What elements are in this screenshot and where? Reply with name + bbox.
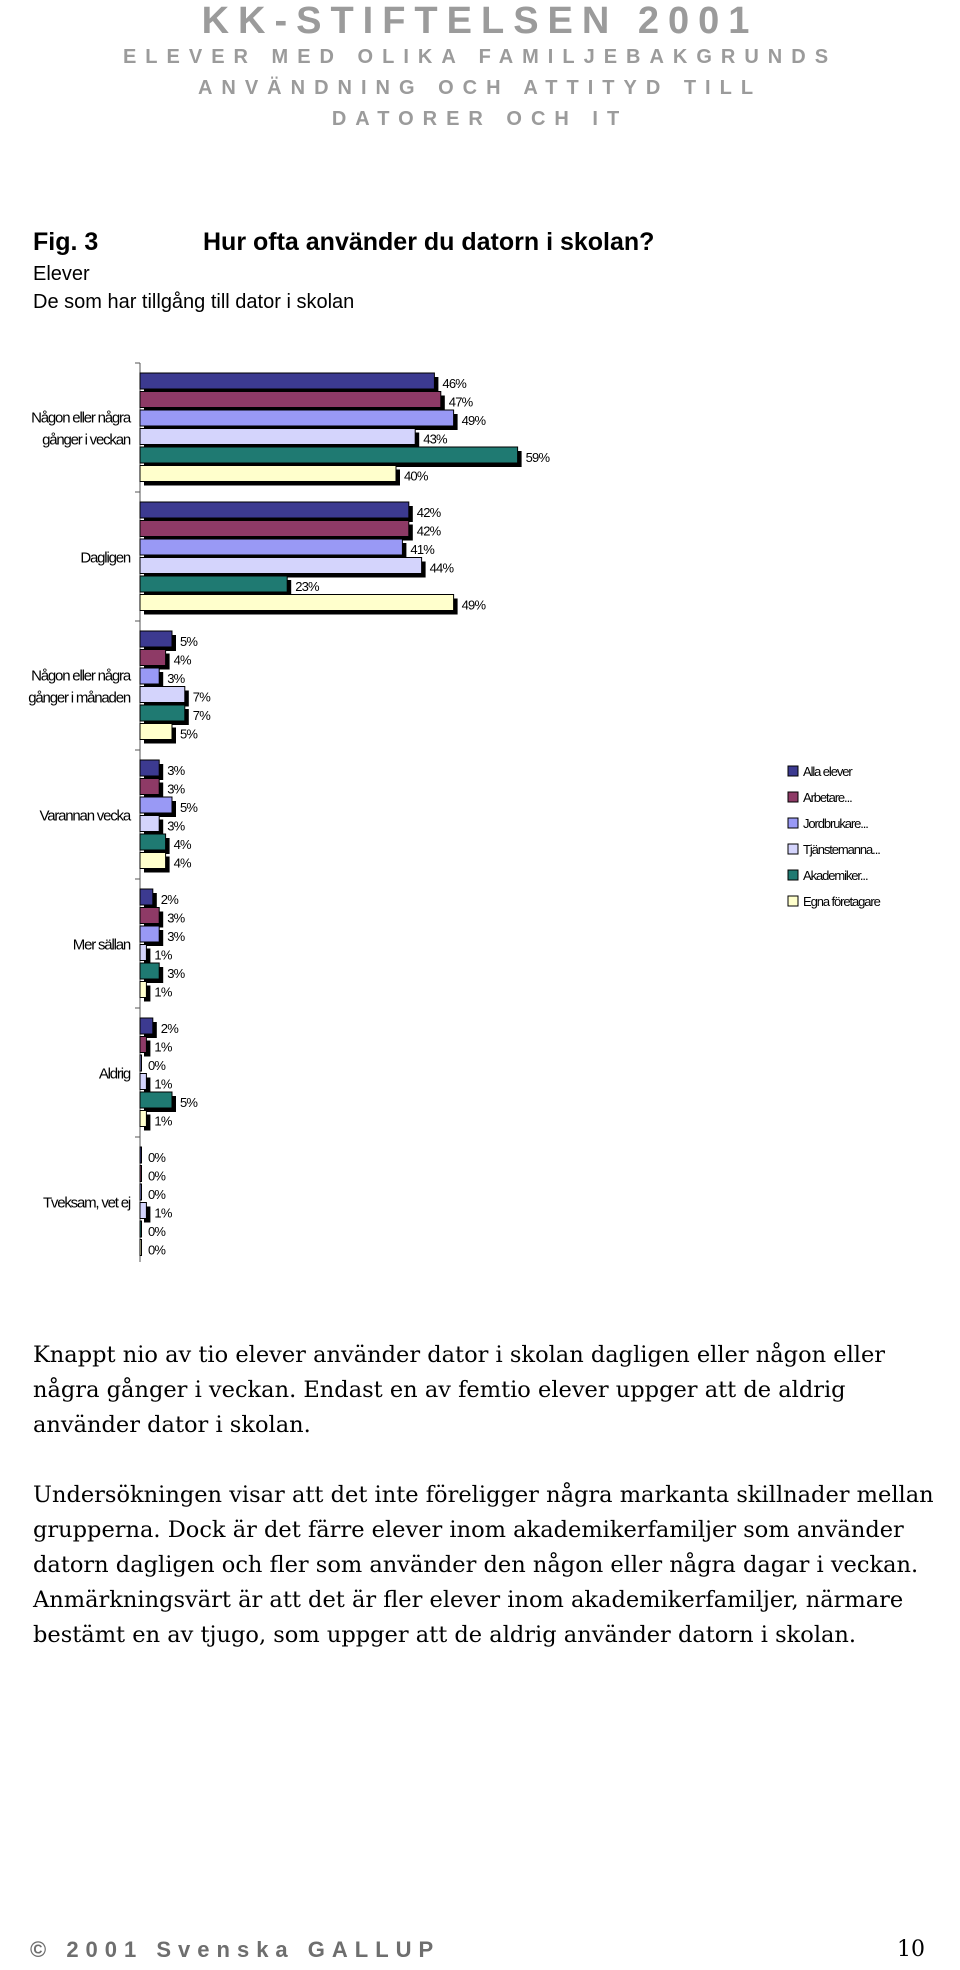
bar-rect bbox=[140, 429, 415, 445]
bar-rect bbox=[140, 834, 166, 850]
data-label: 5% bbox=[180, 1095, 198, 1110]
legend-label: Akademiker... bbox=[803, 868, 868, 883]
data-label: 49% bbox=[461, 413, 486, 428]
bar-rect bbox=[140, 447, 518, 463]
data-label: 0% bbox=[148, 1224, 166, 1239]
data-label: 1% bbox=[154, 1076, 172, 1092]
bar-rect bbox=[140, 1111, 146, 1127]
bar-rect bbox=[140, 1055, 142, 1071]
body-paragraph-2: Undersökningen visar att det inte föreligger några markanta skillnader mellan grupperna. Dock är det färre elever inom akademikerfamiljer som använder datorn dagligen och fler som använder den någon eller några dagar i veckan. Anmärkningsvärt är att det är fler elever inom akademikerfamiljer, närmare bestämt en av tjugo, som uppger att de aldrig använder datorn i skolan. bbox=[33, 1482, 934, 1648]
bar-rect bbox=[140, 1203, 146, 1219]
bar-rect bbox=[140, 410, 454, 426]
bar bbox=[140, 650, 170, 670]
legend-swatch bbox=[788, 896, 798, 906]
bar-rect bbox=[140, 1184, 142, 1200]
report-header-title: KK-STIFTELSEN 2001 bbox=[201, 0, 759, 42]
bar-rect bbox=[140, 889, 153, 905]
legend-swatch bbox=[788, 870, 798, 880]
data-label: 1% bbox=[154, 1039, 172, 1055]
bar bbox=[140, 1147, 142, 1163]
category-label: Någon eller några gånger i veckan bbox=[31, 409, 130, 449]
data-label: 0% bbox=[148, 1168, 166, 1184]
bar-rect bbox=[140, 502, 409, 518]
report-header-subtitle-2: ANVÄNDNING OCH ATTITYD TILL bbox=[197, 77, 763, 99]
bar-rect bbox=[140, 687, 185, 703]
data-label: 5% bbox=[180, 634, 198, 649]
data-label: 42% bbox=[416, 505, 441, 520]
data-label: 49% bbox=[461, 597, 486, 613]
bar-rect bbox=[140, 779, 159, 795]
bar-rect bbox=[140, 576, 287, 592]
bar bbox=[140, 963, 163, 983]
bar-rect bbox=[140, 631, 172, 647]
data-label: 5% bbox=[180, 726, 198, 742]
bar-rect bbox=[140, 1221, 142, 1237]
data-label: 4% bbox=[173, 855, 191, 871]
data-label: 44% bbox=[429, 560, 454, 576]
data-label: 5% bbox=[180, 800, 198, 815]
bar bbox=[140, 889, 157, 909]
data-label: 4% bbox=[173, 837, 191, 852]
bar-rect bbox=[140, 650, 166, 666]
bar-rect bbox=[140, 1147, 142, 1163]
bar bbox=[140, 392, 445, 412]
bar bbox=[140, 668, 163, 688]
bar bbox=[140, 908, 163, 928]
data-label: 0% bbox=[148, 1058, 166, 1073]
data-label: 2% bbox=[160, 892, 179, 907]
data-label: 3% bbox=[167, 966, 185, 981]
legend-swatch bbox=[788, 792, 798, 802]
data-label: 3% bbox=[167, 671, 185, 686]
bar bbox=[140, 410, 458, 430]
bar-rect bbox=[140, 1037, 146, 1053]
bar bbox=[140, 429, 419, 449]
bar bbox=[140, 779, 163, 799]
chart-legend bbox=[788, 764, 881, 909]
bar-rect bbox=[140, 558, 422, 574]
bar bbox=[140, 631, 176, 651]
bar-rect bbox=[140, 1074, 146, 1090]
data-label: 7% bbox=[192, 708, 211, 723]
category-label: Varannan vecka bbox=[39, 807, 130, 825]
bar bbox=[140, 724, 176, 744]
bar-rect bbox=[140, 963, 159, 979]
data-label: 2% bbox=[160, 1021, 179, 1036]
bar bbox=[140, 1037, 150, 1057]
bar bbox=[140, 521, 413, 541]
bar-rect bbox=[140, 926, 159, 942]
bar bbox=[140, 558, 426, 578]
bar-rect bbox=[140, 945, 146, 961]
bar bbox=[140, 760, 163, 780]
bar bbox=[140, 502, 413, 522]
bar bbox=[140, 816, 163, 836]
data-label: 42% bbox=[416, 523, 441, 539]
bar-rect bbox=[140, 1240, 142, 1256]
bar bbox=[140, 1111, 150, 1131]
data-label: 4% bbox=[173, 652, 191, 668]
bar bbox=[140, 466, 400, 486]
bar bbox=[140, 373, 438, 393]
data-label: 43% bbox=[423, 431, 447, 447]
bar-rect bbox=[140, 908, 159, 924]
legend-label: Arbetare... bbox=[803, 790, 852, 805]
bar bbox=[140, 576, 291, 596]
data-label: 40% bbox=[404, 468, 428, 484]
data-label: 46% bbox=[442, 376, 467, 391]
data-label: 3% bbox=[167, 910, 185, 926]
bar bbox=[140, 853, 170, 873]
legend-swatch bbox=[788, 766, 798, 776]
data-label: 41% bbox=[410, 542, 435, 557]
bar-rect bbox=[140, 392, 441, 408]
bar-rect bbox=[140, 521, 409, 537]
bar bbox=[140, 595, 458, 615]
data-label: 3% bbox=[167, 818, 185, 834]
bar-rect bbox=[140, 595, 454, 611]
report-header-subtitle-3: DATORER OCH IT bbox=[331, 108, 629, 130]
legend-label: Egna företagare bbox=[803, 894, 880, 909]
page-number: 10 bbox=[897, 1937, 925, 1962]
bar bbox=[140, 687, 189, 707]
bar-rect bbox=[140, 1166, 142, 1182]
data-label: 23% bbox=[295, 579, 319, 594]
footer-copyright: © 2001 Svenska GALLUP bbox=[30, 1937, 441, 1962]
legend-label: Jordbrukare... bbox=[803, 816, 868, 831]
bar-rect bbox=[140, 853, 166, 869]
bar-rect bbox=[140, 373, 434, 389]
data-label: 1% bbox=[154, 947, 172, 963]
bar bbox=[140, 1203, 150, 1223]
data-label: 47% bbox=[448, 394, 473, 410]
data-label: 3% bbox=[167, 781, 185, 797]
bar bbox=[140, 982, 150, 1002]
figure-number: Fig. 3 bbox=[33, 228, 99, 256]
bar-rect bbox=[140, 982, 146, 998]
figure-subtitle-group: Elever bbox=[33, 263, 90, 285]
data-label: 0% bbox=[148, 1150, 166, 1165]
bar bbox=[140, 945, 150, 965]
legend-label: Alla elever bbox=[803, 764, 852, 779]
data-label: 0% bbox=[148, 1187, 166, 1202]
bar bbox=[140, 1184, 142, 1200]
bar-rect bbox=[140, 705, 185, 721]
bar bbox=[140, 797, 176, 817]
bar bbox=[140, 1240, 142, 1256]
bar-rect bbox=[140, 1018, 153, 1034]
bar bbox=[140, 1074, 150, 1094]
data-label: 1% bbox=[154, 1113, 172, 1129]
bar bbox=[140, 834, 170, 854]
bar bbox=[140, 705, 189, 725]
bar bbox=[140, 1055, 142, 1071]
bar-rect bbox=[140, 816, 159, 832]
bar bbox=[140, 539, 406, 559]
bar bbox=[140, 926, 163, 946]
figure-subtitle-condition: De som har tillgång till dator i skolan bbox=[33, 291, 355, 313]
bar-rect bbox=[140, 1092, 172, 1108]
legend-swatch bbox=[788, 818, 798, 828]
report-header-subtitle-1: ELEVER MED OLIKA FAMILJEBAKGRUNDS bbox=[122, 46, 838, 68]
category-label: Tveksam, vet ej bbox=[42, 1194, 130, 1212]
bar-rect bbox=[140, 760, 159, 776]
category-label: Mer sällan bbox=[72, 936, 130, 954]
bar bbox=[140, 1018, 157, 1038]
bar bbox=[140, 1221, 142, 1237]
category-label: Aldrig bbox=[98, 1065, 130, 1083]
data-label: 7% bbox=[192, 689, 211, 705]
figure-title: Hur ofta använder du datorn i skolan? bbox=[203, 228, 655, 256]
data-label: 1% bbox=[154, 1205, 172, 1221]
bar-rect bbox=[140, 797, 172, 813]
bar-rect bbox=[140, 668, 159, 684]
bar bbox=[140, 447, 522, 467]
data-label: 59% bbox=[525, 450, 550, 465]
data-label: 3% bbox=[167, 763, 185, 778]
bar bbox=[140, 1166, 142, 1182]
data-label: 0% bbox=[148, 1242, 166, 1258]
bar-chart bbox=[0, 360, 960, 1280]
bar-rect bbox=[140, 724, 172, 740]
legend-swatch bbox=[788, 844, 798, 854]
data-label: 1% bbox=[154, 984, 172, 1000]
data-label: 3% bbox=[167, 929, 185, 944]
category-label: Dagligen bbox=[80, 549, 130, 567]
category-label: Någon eller några gånger i månaden bbox=[28, 667, 130, 707]
bar bbox=[140, 1092, 176, 1112]
legend-label: Tjänstemanna... bbox=[803, 842, 880, 857]
bar-rect bbox=[140, 539, 402, 555]
bar-rect bbox=[140, 466, 396, 482]
body-paragraph-1: Knappt nio av tio elever använder dator i skolan dagligen eller någon eller några gånger i veckan. Endast en av femtio elever uppger att de aldrig använder dator i skolan. bbox=[33, 1342, 886, 1438]
